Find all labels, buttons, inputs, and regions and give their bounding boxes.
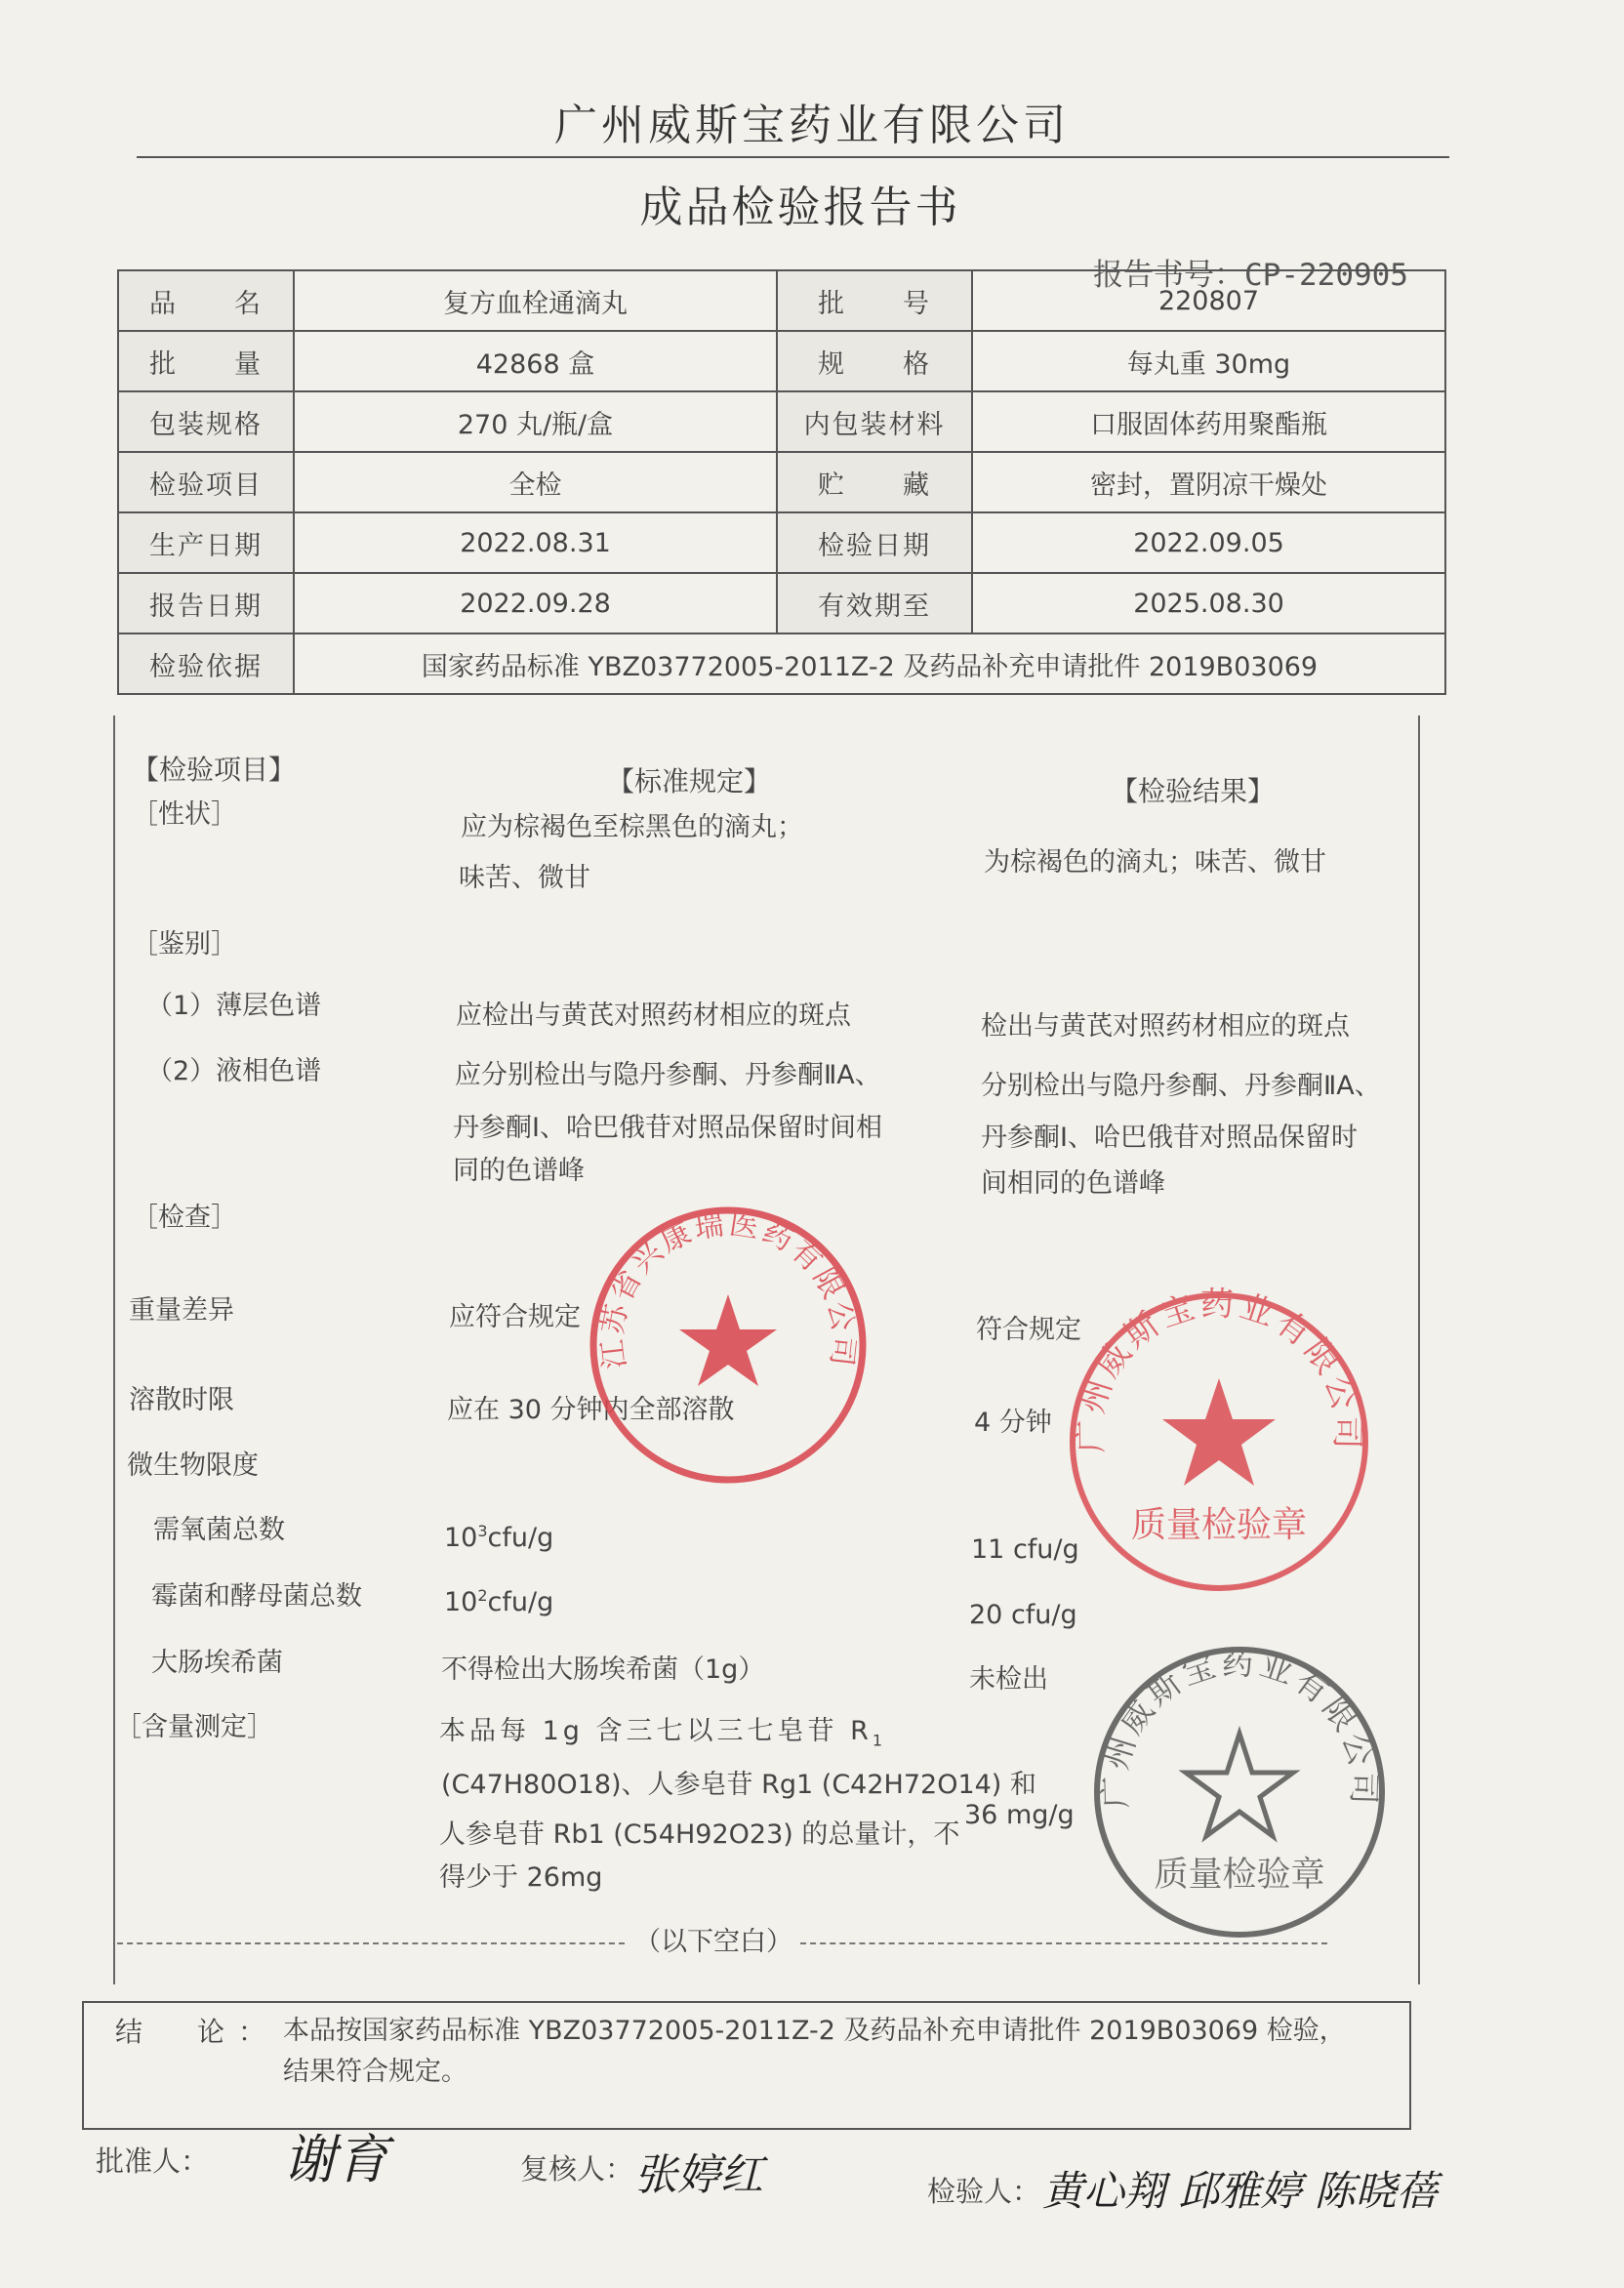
assay-std-3: 人参皂苷 Rb1 (C54H92O23) 的总量计，不 (439, 1819, 960, 1850)
assay-std-2: (C47H80O18)、人参皂苷 Rg1 (C42H72O14) 和 (441, 1770, 1036, 1800)
col-item-header: 【检验项目】 (132, 754, 297, 786)
info-table (117, 269, 1446, 695)
stamp-quality-red-star-icon (1162, 1378, 1276, 1486)
ecoli-std: 不得检出大肠埃希菌（1g） (441, 1655, 765, 1685)
header-divider (137, 156, 1449, 158)
stamp-quality-red-text: 广州威斯宝药业有限公司 (1071, 1285, 1367, 1453)
appearance-std-2: 味苦、微甘 (459, 863, 590, 893)
inner-pack-value: 口服固体药用聚酯瓶 (972, 391, 1445, 452)
blank-below-label: （以下空白） (634, 1927, 792, 1957)
lc-std-2: 丹参酮Ⅰ、哈巴俄苷对照品保留时间相 (453, 1113, 882, 1143)
expiry-value: 2025.08.30 (972, 573, 1445, 633)
ecoli-item: 大肠埃希菌 (151, 1648, 283, 1678)
stamp-quality-gray-text: 广州威斯宝药业有限公司 (1095, 1643, 1384, 1810)
approver-signature: 谢育 (283, 2129, 388, 2190)
assay-std-1-sub: 1 (872, 1731, 887, 1750)
assay-title: ［含量测定］ (115, 1712, 273, 1742)
expiry-label: 有效期至 (777, 573, 972, 633)
stamp-quality-gray-sub: 质量检验章 (1154, 1856, 1325, 1895)
inspector-label: 检验人： (927, 2175, 1041, 2208)
product-name-value: 复方血栓通滴丸 (294, 270, 777, 331)
spec-value: 每丸重 30mg (972, 331, 1445, 391)
mold-result: 20 cfu/g (969, 1600, 1077, 1630)
ecoli-result: 未检出 (969, 1664, 1048, 1695)
disint-item: 溶散时限 (129, 1385, 234, 1415)
aerobic-result: 11 cfu/g (971, 1534, 1079, 1565)
micro-item: 微生物限度 (127, 1450, 259, 1481)
basis-value: 国家药品标准 YBZ03772005-2011Z-2 及药品补充申请批件 2019B03069 (294, 633, 1445, 694)
disint-result: 4 分钟 (974, 1408, 1052, 1438)
inspector-signature: 黄心翔 邱雅婷 陈晓蓓 (1042, 2167, 1438, 2215)
stamp-quality-gray-star-icon (1186, 1734, 1293, 1836)
package-label: 包装规格 (118, 391, 294, 452)
check-title: ［检查］ (132, 1203, 237, 1233)
conclusion-text: 本品按国家药品标准 YBZ03772005-2011Z-2 及药品补充申请批件 2019B03069 检验，结果符合规定。 (283, 2016, 1346, 2087)
lc-std-1: 应分别检出与隐丹参酮、丹参酮ⅡA、 (455, 1060, 881, 1090)
assay-result: 36 mg/g (964, 1800, 1075, 1830)
weight-result: 符合规定 (976, 1315, 1081, 1345)
inspect-date-value: 2022.09.05 (972, 512, 1445, 573)
weight-item: 重量差异 (129, 1295, 234, 1326)
batch-no-label: 批 号 (777, 270, 972, 331)
lc-item: （2）液相色谱 (146, 1056, 322, 1086)
stamp-xingkangrui-star-icon (679, 1294, 777, 1386)
batch-no-value: 220807 (972, 270, 1445, 331)
mold-std-base: 10 (444, 1587, 478, 1617)
approver-label: 批准人： (96, 2145, 210, 2178)
blank-dash-left (117, 1942, 625, 1944)
disint-std: 应在 30 分钟内全部溶散 (447, 1395, 735, 1425)
document-title: 成品检验报告书 (639, 183, 961, 232)
report-number-label: 报告书号： (1093, 258, 1244, 293)
assay-std-1 (439, 1714, 886, 1751)
quantity-label: 批 量 (118, 331, 294, 391)
mold-std (444, 1585, 553, 1620)
stamp-xingkangrui-text: 江苏省兴康瑞医药有限公司 (595, 1206, 861, 1371)
lc-result-1: 分别检出与隐丹参酮、丹参酮ⅡA、 (981, 1071, 1381, 1101)
inspect-date-label: 检验日期 (777, 512, 972, 573)
prod-date-value: 2022.08.31 (294, 512, 777, 573)
spec-label: 规 格 (777, 331, 972, 391)
inspect-item-value: 全检 (294, 452, 777, 512)
company-name: 广州威斯宝药业有限公司 (554, 101, 1070, 150)
report-number-value: CP-220905 (1244, 258, 1408, 293)
conclusion-label: 结 论： (115, 2016, 280, 2048)
tlc-item: （1）薄层色谱 (146, 991, 322, 1021)
appearance-std-1: 应为棕褐色至棕黑色的滴丸； (461, 812, 803, 842)
prod-date-label: 生产日期 (118, 512, 294, 573)
aerobic-std-unit: cfu/g (487, 1523, 554, 1553)
stamp-xingkangrui (582, 1199, 874, 1491)
assay-std-4: 得少于 26mg (439, 1862, 603, 1893)
basis-label: 检验依据 (118, 633, 294, 694)
stamp-quality-gray (1083, 1636, 1396, 1948)
package-value: 270 丸/瓶/盒 (294, 391, 777, 452)
tlc-std: 应检出与黄芪对照药材相应的斑点 (456, 1001, 851, 1031)
report-date-value: 2022.09.28 (294, 573, 777, 633)
product-name-label: 品 名 (118, 270, 294, 331)
lc-std-3: 同的色谱峰 (453, 1156, 585, 1186)
stamp-quality-red-sub: 质量检验章 (1130, 1505, 1308, 1545)
reviewer-signature: 张婷红 (634, 2150, 763, 2200)
ident-title: ［鉴别］ (132, 929, 237, 960)
col-standard-header: 【标准规定】 (607, 765, 772, 797)
lc-result-2: 丹参酮Ⅰ、哈巴俄苷对照品保留时 (981, 1123, 1358, 1153)
mold-item: 霉菌和酵母菌总数 (151, 1581, 362, 1612)
assay-std-1-text: 本品每 1g 含三七以三七皂苷 R (439, 1716, 873, 1746)
tlc-result: 检出与黄芪对照药材相应的斑点 (981, 1011, 1350, 1042)
mold-std-unit: cfu/g (487, 1587, 554, 1617)
col-result-header: 【检验结果】 (1111, 775, 1276, 807)
storage-label: 贮 藏 (777, 452, 972, 512)
mold-std-exp: 2 (477, 1586, 488, 1605)
lc-result-3: 间相同的色谱峰 (981, 1168, 1165, 1199)
report-date-label: 报告日期 (118, 573, 294, 633)
quantity-value: 42868 盒 (294, 331, 777, 391)
aerobic-std (444, 1521, 553, 1556)
inspect-item-label: 检验项目 (118, 452, 294, 512)
weight-std: 应符合规定 (449, 1302, 581, 1332)
appearance-title: ［性状］ (132, 799, 237, 830)
aerobic-std-exp: 3 (477, 1522, 488, 1540)
stamp-quality-red (1058, 1281, 1380, 1603)
storage-value: 密封，置阴凉干燥处 (972, 452, 1445, 512)
appearance-result: 为棕褐色的滴丸；味苦、微甘 (984, 847, 1326, 878)
inner-pack-label: 内包装材料 (777, 391, 972, 452)
aerobic-item: 需氧菌总数 (153, 1515, 285, 1545)
aerobic-std-base: 10 (444, 1523, 478, 1553)
reviewer-label: 复核人： (520, 2152, 634, 2186)
